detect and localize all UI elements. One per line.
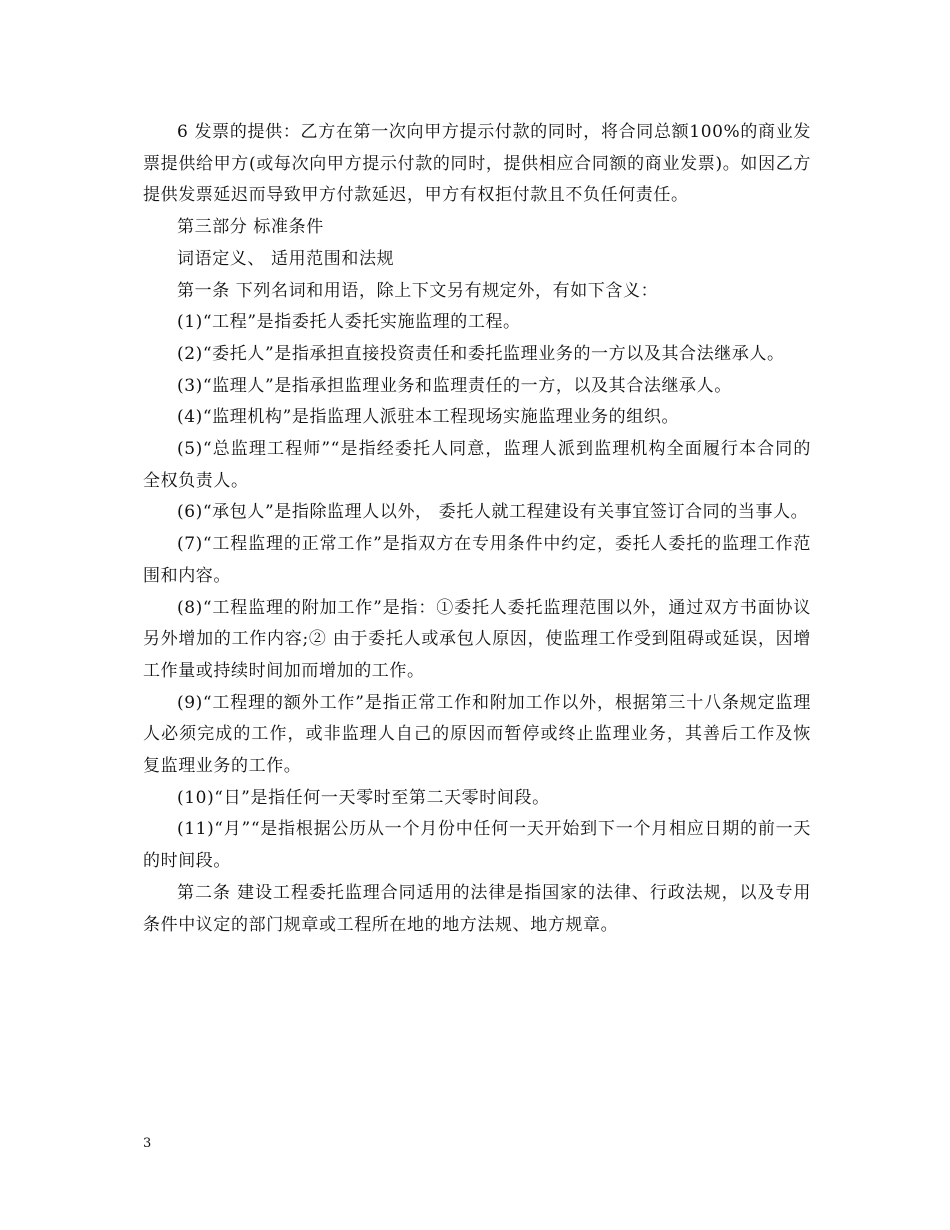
definition-item-5: (5)“总监理工程师”“是指经委托人同意，监理人派到监理机构全面履行本合同的全权负责人。	[143, 439, 811, 491]
subheading-definitions-scope: 词语定义、 适用范围和法规	[177, 248, 395, 269]
definition-item-1: (1)“工程”是指委托人委托实施监理的工程。	[177, 312, 521, 333]
definition-item-6: (6)“承包人”是指除监理人以外， 委托人就工程建设有关事宜签订合同的当事人。	[177, 502, 809, 523]
definition-item-10: (10)“日”是指任何一天零时至第二天零时间段。	[177, 787, 550, 808]
document-body	[143, 117, 811, 941]
definition-item-7: (7)“工程监理的正常工作”是指双方在专用条件中约定，委托人委托的监理工作范围和内容。	[143, 534, 811, 586]
definition-item-2: (2)“委托人”是指承担直接投资责任和委托监理业务的一方以及其合法继承人。	[177, 343, 785, 364]
paragraph-article-2: 第二条 建设工程委托监理合同适用的法律是指国家的法律、行政法规，以及专用条件中议定的部门规章或工程所在地的地方法规、地方规章。	[143, 882, 811, 935]
paragraph-invoice-provision: 6 发票的提供：乙方在第一次向甲方提示付款的同时，将合同总额100%的商业发票提供给甲方(或每次向甲方提示付款的同时，提供相应合同额的商业发票)。如因乙方提供发票延迟而导致甲方付款延迟，甲方有权拒付款且不负任何责任。	[143, 122, 811, 206]
definition-item-4: (4)“监理机构”是指监理人派驻本工程现场实施监理业务的组织。	[177, 407, 680, 428]
section-heading-standard-conditions: 第三部分 标准条件	[177, 217, 324, 238]
definition-item-9: (9)“工程理的额外工作”是指正常工作和附加工作以外，根据第三十八条规定监理人必须完成的工作，或非监理人自己的原因而暂停或终止监理业务，其善后工作及恢复监理业务的工作。	[143, 692, 811, 777]
paragraph-article-1-intro: 第一条 下列名词和用语，除上下文另有规定外，有如下含义：	[177, 280, 659, 301]
page-number: 3	[143, 1136, 152, 1151]
definition-item-11: (11)“月”“是指根据公历从一个月份中任何一天开始到下一个月相应日期的前一天的时间段。	[143, 819, 811, 872]
definition-item-8: (8)“工程监理的附加工作”是指：①委托人委托监理范围以外，通过双方书面协议另外增加的工作内容;② 由于委托人或承包人原因，使监理工作受到阻碍或延误，因增工作量或持续时间加而增加的工作。	[143, 597, 811, 681]
definition-item-3: (3)“监理人”是指承担监理业务和监理责任的一方，以及其合法继承人。	[177, 375, 732, 396]
